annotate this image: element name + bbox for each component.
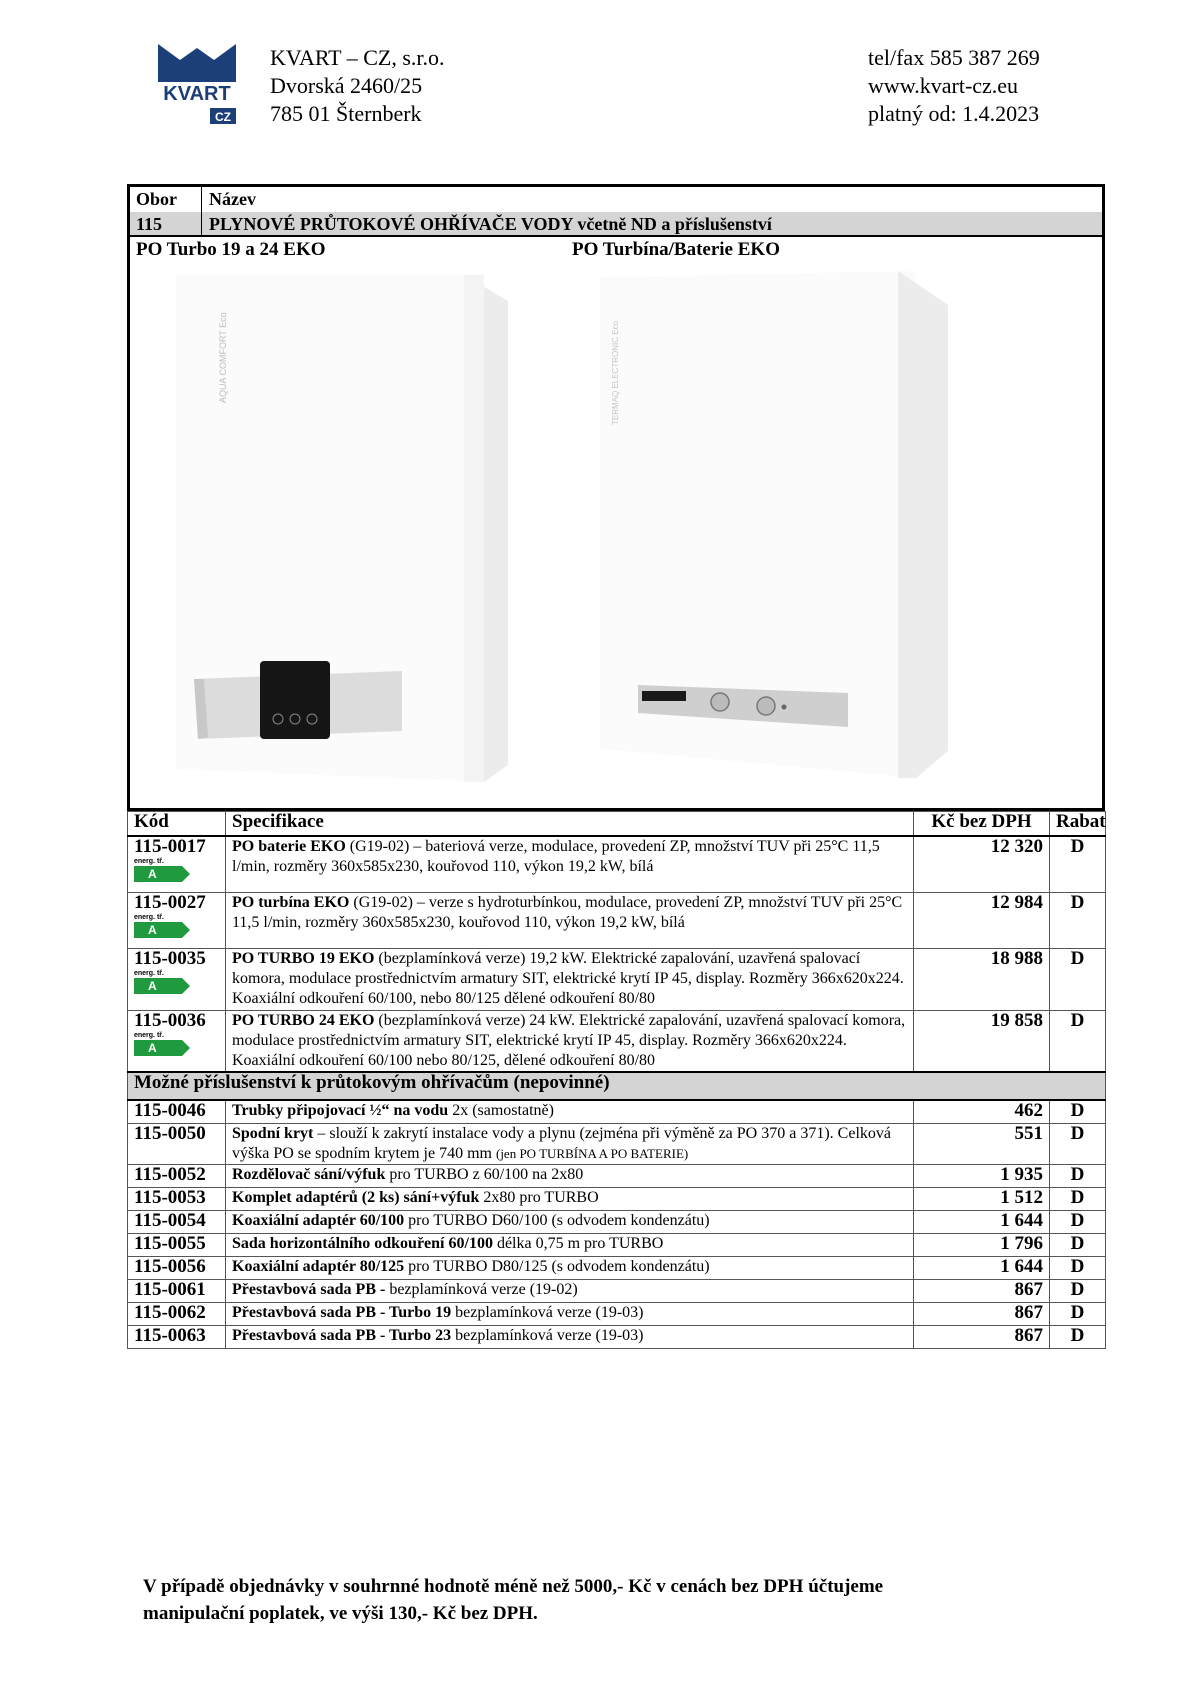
footer-line-1: V případě objednávky v souhrnné hodnotě méně než 5000,- Kč v cenách bez DPH účtujeme (143, 1576, 884, 1597)
product-code: 115-0027 (134, 891, 206, 913)
accessory-rabat: D (1050, 1165, 1106, 1188)
right-product-title: PO Turbína/Baterie EKO (572, 239, 780, 260)
category-box (127, 184, 1105, 811)
accessory-code: 115-0054 (128, 1211, 226, 1234)
accessory-price: 551 (914, 1124, 1050, 1165)
left-product-title: PO Turbo 19 a 24 EKO (136, 239, 326, 260)
accessory-spec: Rozdělovač sání/výfuk pro TURBO z 60/100 na 2x80 (226, 1165, 914, 1188)
product-rabat: D (1050, 836, 1106, 892)
accessory-code: 115-0046 (128, 1100, 226, 1124)
accessory-rabat: D (1050, 1257, 1106, 1280)
accessory-rabat: D (1050, 1100, 1106, 1124)
accessory-code: 115-0055 (128, 1234, 226, 1257)
col-code: Kód (128, 812, 226, 837)
accessory-code: 115-0063 (128, 1326, 226, 1349)
contact-web: www.kvart-cz.eu (868, 73, 1019, 98)
accessory-rabat: D (1050, 1280, 1106, 1303)
footer-line-2: manipulační poplatek, ve výši 130,- Kč bez DPH. (143, 1603, 538, 1624)
energy-class-badge: energ. tř. A (134, 858, 219, 882)
category-row (130, 212, 1102, 237)
accessory-rabat: D (1050, 1326, 1106, 1349)
product-spec: PO turbína EKO (G19-02) – verze s hydroturbínkou, modulace, provedení ZP, množství TUV při 25°C 11,5 l/min, rozměry 360x585x230, kouřovod 110, výkon 19,2 kW, bílá (226, 892, 914, 948)
product-code: 115-0036 (134, 1009, 206, 1031)
product-price: 12 320 (914, 836, 1050, 892)
accessory-spec: Sada horizontálního odkouření 60/100 délka 0,75 m pro TURBO (226, 1234, 914, 1257)
table-row (128, 1257, 1106, 1280)
table-row (128, 948, 1106, 1010)
product-rabat: D (1050, 1010, 1106, 1072)
accessory-code: 115-0052 (128, 1165, 226, 1188)
accessory-rabat: D (1050, 1303, 1106, 1326)
accessory-code: 115-0061 (128, 1280, 226, 1303)
accessory-spec: Koaxiální adaptér 60/100 pro TURBO D60/100 (s odvodem kondenzátu) (226, 1211, 914, 1234)
accessory-rabat: D (1050, 1188, 1106, 1211)
valid-from: platný od: 1.4.2023 (868, 101, 1040, 126)
col-rabat: Rabat (1050, 812, 1106, 837)
company-address (270, 44, 445, 128)
accessory-price: 1 644 (914, 1211, 1050, 1234)
accessories-section-title: Možné příslušenství k průtokovým ohřívačům (nepovinné) (128, 1072, 1106, 1100)
accessory-spec: Komplet adaptérů (2 ks) sání+výfuk 2x80 pro TURBO (226, 1188, 914, 1211)
table-row (128, 1165, 1106, 1188)
table-row (128, 1100, 1106, 1124)
turbo-heater-image (174, 269, 514, 789)
product-spec: PO TURBO 24 EKO (bezplamínková verze) 24 kW. Elektrické zapalování, uzavřená spalovací komora, modulace prostřednictvím armatury SIT, elektrické krytí IP 45, display. Rozměry 366x620x224. Koaxiální odkouření 60/100 nebo 80/125, dělené odkouření 80/80 (226, 1010, 914, 1072)
table-row (128, 1124, 1106, 1165)
category-code: 115 (136, 214, 163, 234)
accessory-spec: Přestavbová sada PB - bezplamínková verze (19-02) (226, 1280, 914, 1303)
table-row (128, 1280, 1106, 1303)
table-row (128, 836, 1106, 892)
kvart-logo (156, 42, 238, 126)
product-price: 19 858 (914, 1010, 1050, 1072)
category-header-row (130, 187, 1102, 213)
accessory-spec: Přestavbová sada PB - Turbo 19 bezplamínková verze (19-03) (226, 1303, 914, 1326)
accessory-price: 867 (914, 1280, 1050, 1303)
col-price: Kč bez DPH (914, 812, 1050, 837)
price-table (127, 811, 1106, 1349)
company-name: KVART – CZ, s.r.o. (270, 45, 445, 70)
svg-text:KVART: KVART (163, 83, 231, 105)
accessory-price: 462 (914, 1100, 1050, 1124)
svg-text:AQUA COMFORT Eco: AQUA COMFORT Eco (218, 312, 228, 403)
contact-phone: tel/fax 585 387 269 (868, 45, 1040, 70)
accessory-code: 115-0056 (128, 1257, 226, 1280)
accessory-rabat: D (1050, 1211, 1106, 1234)
accessory-rabat: D (1050, 1124, 1106, 1165)
company-city: 785 01 Šternberk (270, 101, 422, 126)
table-header-row (128, 812, 1106, 837)
product-price: 12 984 (914, 892, 1050, 948)
accessory-spec: Přestavbová sada PB - Turbo 23 bezplamínková verze (19-03) (226, 1326, 914, 1349)
table-row (128, 892, 1106, 948)
product-price: 18 988 (914, 948, 1050, 1010)
company-street: Dvorská 2460/25 (270, 73, 423, 98)
energy-class-badge: energ. tř. A (134, 1032, 219, 1056)
table-row (128, 1326, 1106, 1349)
table-row (128, 1211, 1106, 1234)
header-obor: Obor (136, 189, 178, 209)
accessory-code: 115-0053 (128, 1188, 226, 1211)
accessory-price: 1 935 (914, 1165, 1050, 1188)
col-spec: Specifikace (226, 812, 914, 837)
accessory-price: 867 (914, 1303, 1050, 1326)
product-spec: PO baterie EKO (G19-02) – bateriová verze, modulace, provedení ZP, množství TUV při 25°C 11,5 l/min, rozměry 360x585x230, kouřovod 110, výkon 19,2 kW, bílá (226, 836, 914, 892)
product-spec: PO TURBO 19 EKO (bezplamínková verze) 19,2 kW. Elektrické zapalování, uzavřená spalovací komora, modulace prostřednictvím armatury SIT, elektrické krytí IP 45, display. Rozměry 366x620x224. Koaxiální odkouření 60/100, nebo 80/125 dělené odkouření 80/80 (226, 948, 914, 1010)
accessory-price: 1 796 (914, 1234, 1050, 1257)
accessory-code: 115-0062 (128, 1303, 226, 1326)
footer-note (143, 1573, 883, 1627)
svg-text:CZ: CZ (215, 110, 231, 124)
energy-class-badge: energ. tř. A (134, 914, 219, 938)
accessory-spec: Koaxiální adaptér 80/125 pro TURBO D80/125 (s odvodem kondenzátu) (226, 1257, 914, 1280)
accessory-spec: Trubky připojovací ½“ na vodu 2x (samostatně) (226, 1100, 914, 1124)
table-row (128, 1188, 1106, 1211)
energy-class-badge: energ. tř. A (134, 970, 219, 994)
table-row (128, 1234, 1106, 1257)
svg-text:TERMAQ ELECTRONIC Eco: TERMAQ ELECTRONIC Eco (611, 320, 620, 425)
table-row (128, 1303, 1106, 1326)
accessories-section-row (128, 1072, 1106, 1100)
category-name: PLYNOVÉ PRŮTOKOVÉ OHŘÍVAČE VODY včetně ND a příslušenství (209, 214, 772, 234)
table-row (128, 1010, 1106, 1072)
header-nazev: Název (209, 189, 256, 209)
accessory-code: 115-0050 (128, 1124, 226, 1165)
company-contact (868, 44, 1040, 128)
product-code: 115-0017 (134, 836, 206, 857)
accessory-spec: Spodní kryt – slouží k zakrytí instalace vody a plynu (zejména při výměně za PO 370 a 371). Celková výška PO se spodním krytem je 740 mm (jen PO TURBÍNA A PO BATERIE) (226, 1124, 914, 1165)
accessory-price: 867 (914, 1326, 1050, 1349)
product-rabat: D (1050, 892, 1106, 948)
turbina-heater-image (598, 265, 958, 785)
accessory-price: 1 512 (914, 1188, 1050, 1211)
accessory-price: 1 644 (914, 1257, 1050, 1280)
accessory-rabat: D (1050, 1234, 1106, 1257)
product-rabat: D (1050, 948, 1106, 1010)
product-code: 115-0035 (134, 947, 206, 969)
